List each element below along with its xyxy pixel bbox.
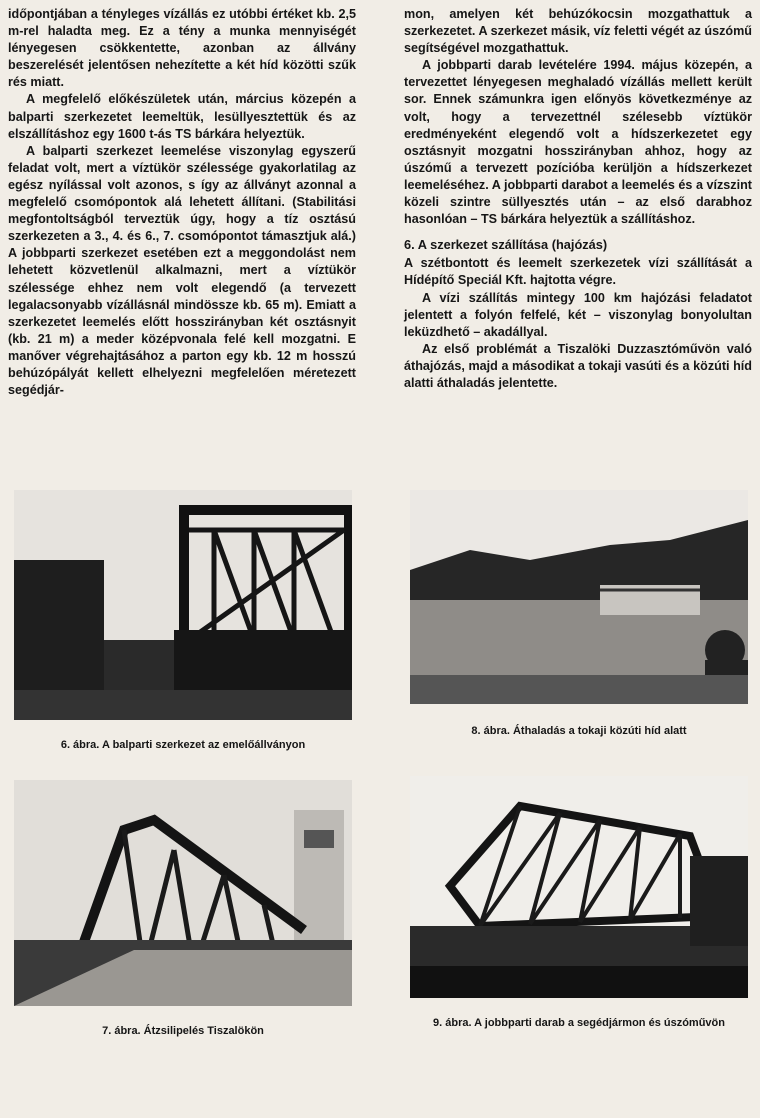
figure-6-caption: 6. ábra. A balparti szerkezet az emelőállványon xyxy=(60,739,306,751)
right-text-column xyxy=(404,6,752,392)
paragraph: mon, amelyen két behúzókocsin mozgathattuk a szerkezetet. A szerkezet másik, víz feletti végét az úszómű segítségével mozgathattuk. xyxy=(404,7,752,56)
figure-8-caption: 8. ábra. Áthaladás a tokaji közúti híd alatt xyxy=(471,725,687,737)
section-heading: 6. A szerkezet szállítása (hajózás) xyxy=(404,237,608,253)
paragraph: időpontjában a tényleges vízállás ez utóbbi értéket kb. 2,5 m-rel haladta meg. Ez a tény a munka mennyiségét lényegesen csökkentette, azonban az állvány beszerelését jelentősen nehezítette a két híd közötti szűk rés miatt. xyxy=(8,7,356,90)
paragraph: A jobbparti darab levételére 1994. május közepén, a tervezettet lényegesen meghaladó vízállás mellett került sor. Ennek számunkra igen előnyös következménye az volt, hogy a tervezettnél szélesebb víztükör eredményeként elegendő volt a hídszerkezetet egy osztásnyit mozgatni hosszirányban ahhoz, hogy az úszómű a tervezett pozícióba kerüljön a hídszerkezet leemeléséhez. A jobbparti darabot a leemelés és a vízszint közeli szintre süllyesztés után – az első darabhoz hasonlóan – TS bárkára helyeztük a szállításhoz. xyxy=(404,58,752,227)
figure-8-photo xyxy=(410,490,748,704)
figure-9-caption: 9. ábra. A jobbparti darab a segédjármon és úszóművön xyxy=(433,1017,725,1029)
paragraph: A vízi szállítás mintegy 100 km hajózási feladatot jelentett a folyón felfelé, két – viszonylag bonyolultan leküzdhető – akadállyal. xyxy=(404,290,752,339)
paragraph: A megfelelő előkészületek után, március közepén a balparti szerkezetet leemeltük, lesüllyesztettük és az elszállításhoz egy 1600 t-ás TS bárkára helyeztük. xyxy=(8,92,356,141)
figure-7-caption: 7. ábra. Átzsilipelés Tiszalökön xyxy=(102,1025,264,1037)
paragraph: A balparti szerkezet leemelése viszonylag egyszerű feladat volt, mert a víztükör szélessége gyakorlatilag az egész nyílással volt azonos, s így az állványt azonnal a megfelelő csomópontok alá lehetett állítani. (Stabilitási megfontoltságból terveztük úgy, hogy a tíz osztású szerkezeten a 3., 4. és 6., 7. csomópontot támasztjuk alá.) A jobbparti szerkezet esetében ezt a meggondolást nem lehetett közvetlenül alkalmazni, mert a víztükör szélessége ehhez nem volt elegendő (a tervezett legalacsonyabb vízállásnál mindössze kb. 65 m). Emiatt a szerkezetet leemelés előtt hosszirányban két osztásnyit (kb. 21 m) a meder középvonala felé kell mozgatni. E manőver végrehajtásához a parton egy kb. 12 m hosszú behúzópályát kellett elhelyezni megfelelően méretezett segédjár- xyxy=(8,143,356,398)
paragraph: A szétbontott és leemelt szerkezetek vízi szállítását a Hídépítő Speciál Kft. hajtotta végre. xyxy=(404,256,752,288)
paragraph: Az első problémát a Tiszalöki Duzzasztóművön való áthajózás, majd a másodikat a tokaji vasúti és a közúti híd alatti áthaladás jelentette. xyxy=(404,341,752,390)
left-text-column xyxy=(8,6,356,399)
figure-9-photo xyxy=(410,776,748,998)
figure-6-photo xyxy=(14,490,352,720)
figure-7-photo xyxy=(14,780,352,1006)
